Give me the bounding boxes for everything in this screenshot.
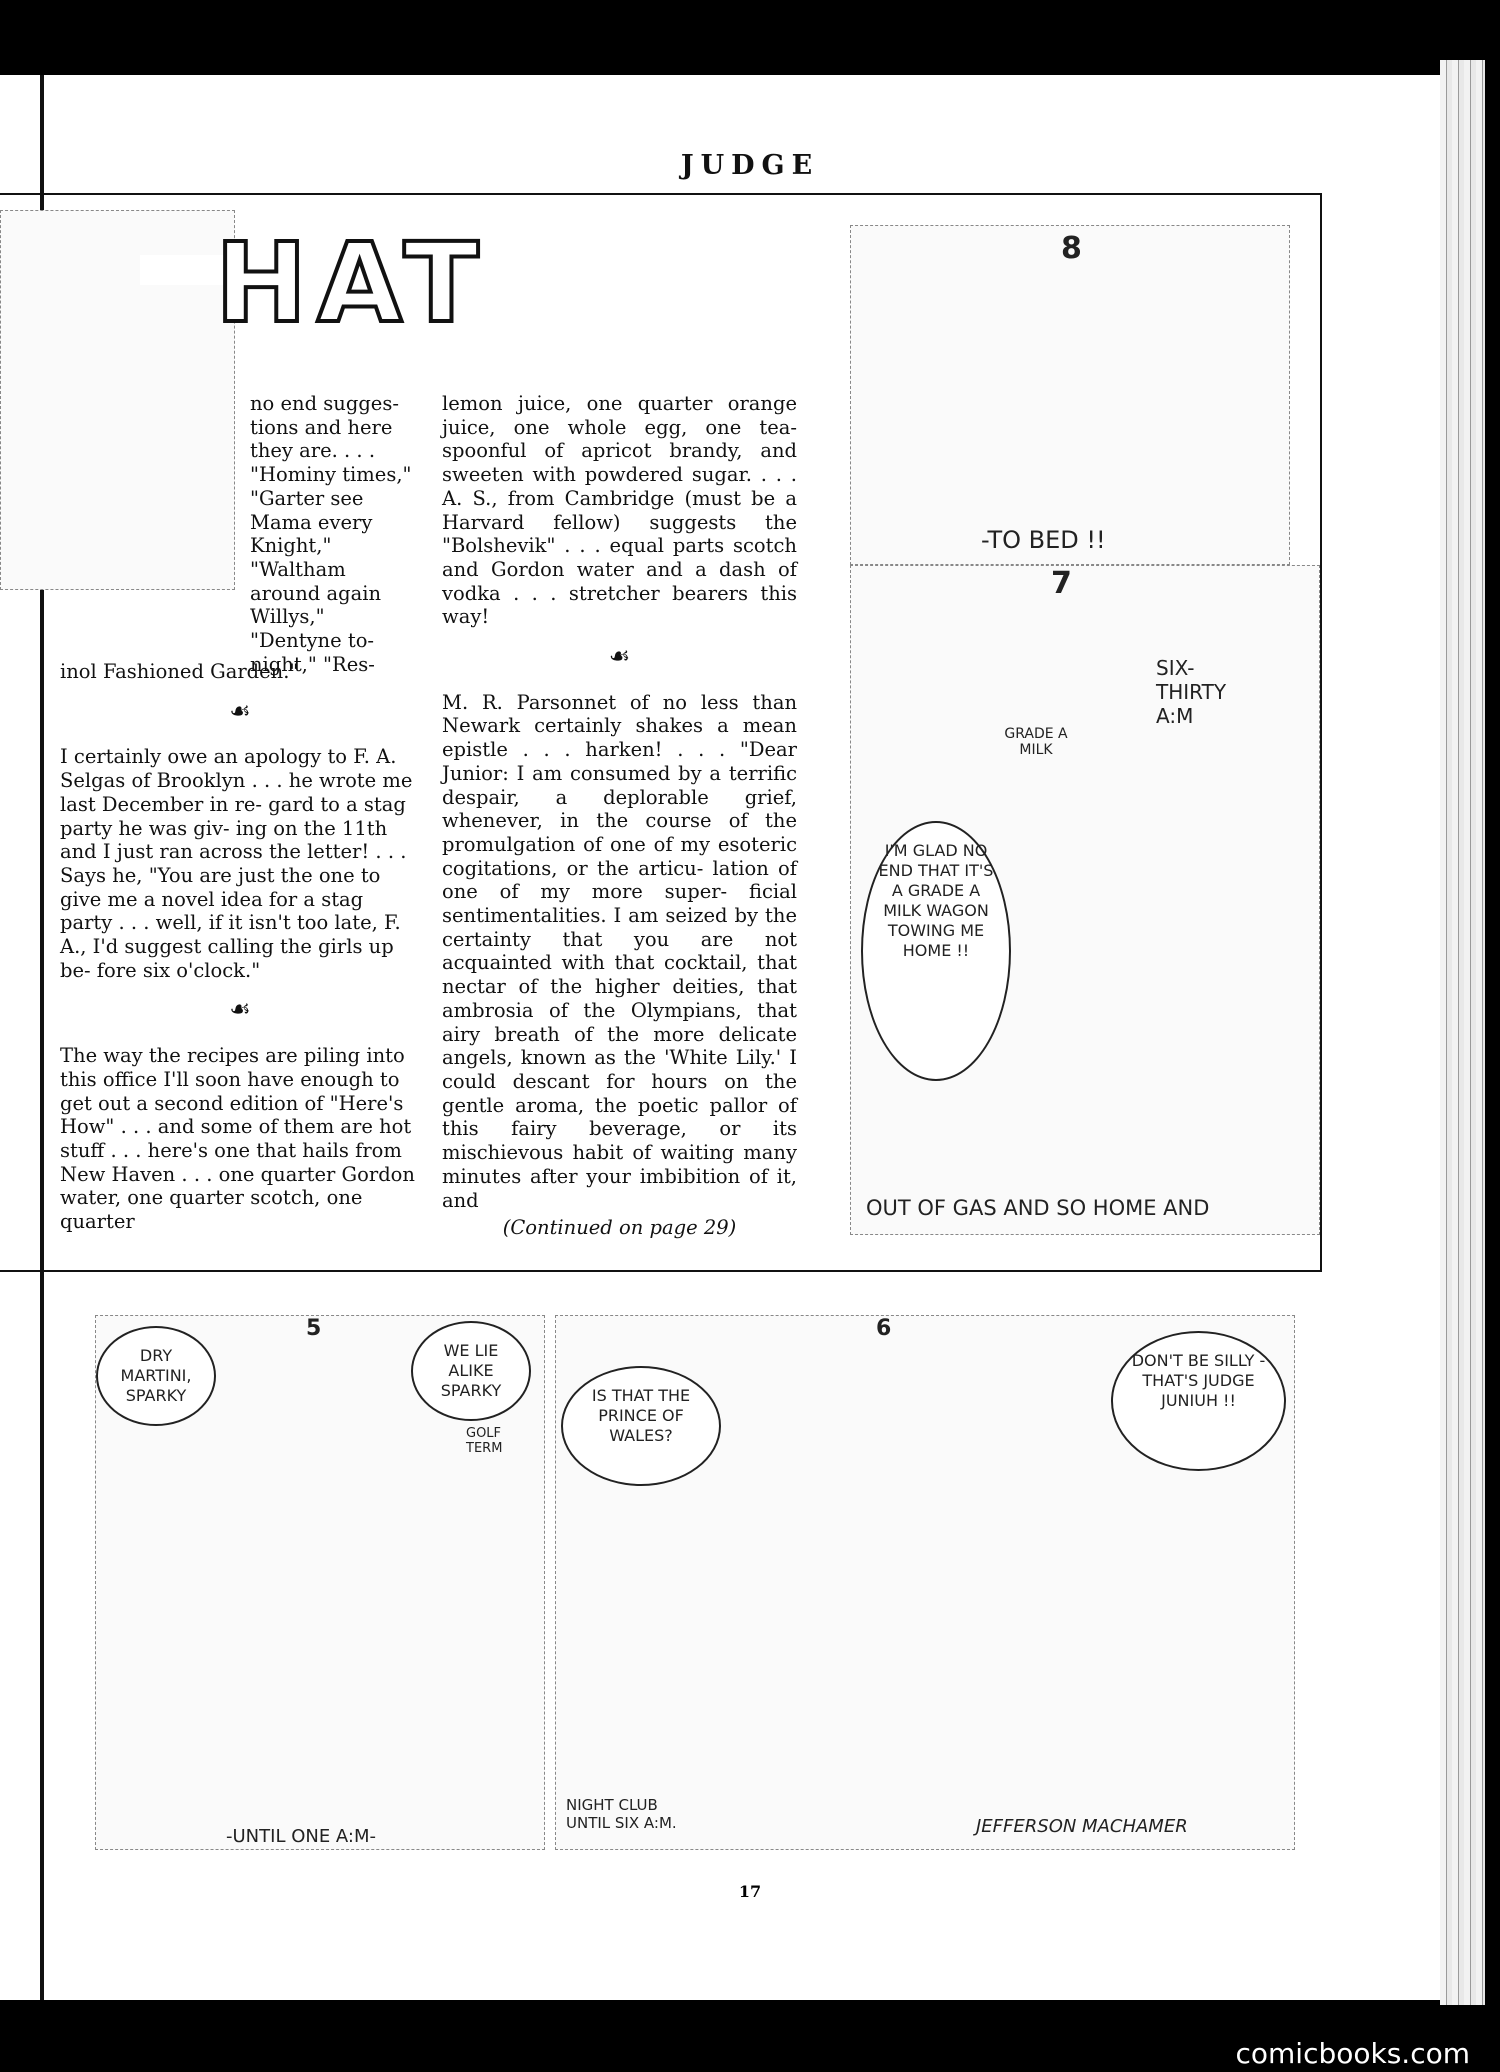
panel-caption: NIGHT CLUB UNTIL SIX A:M. xyxy=(566,1796,677,1832)
intro-column xyxy=(250,392,415,680)
paragraph-selgas: I certainly owe an apology to F. A. Selgas of Brooklyn . . . he wrote me last December in re- gard to a stag party he was giv- ing on the 11th and I just ran across the letter! . . . Says he, "You are just the one to give me a novel idea for a stag party . . . well, if it isn't too late, F. A., I'd suggest calling the girls up be- fore six o'clock." xyxy=(60,745,413,982)
panel-number: 7 xyxy=(1051,566,1072,601)
artist-signature: JEFFERSON MACHAMER xyxy=(976,1816,1188,1837)
feature-title: HAT xyxy=(215,219,489,347)
speech-bubble-left: DRY MARTINI, SPARKY xyxy=(96,1326,216,1426)
running-head: JUDGE xyxy=(680,150,820,181)
paragraph-parsonnet: M. R. Parsonnet of no less than Newark certainly shakes a mean epistle . . . harken! . . . "Dear Junior: I am consumed by a terrific despair, a deplorable grief, whenever, in the course of the promulgation of one of my esoteric cogitations, or the articu- lation of one of my more super- ficial sentimentalities. I am seized by the certainty that you are not acquainted with that cocktail, that nectar of the higher deities, that ambrosia of the Olympians, that airy breath of the more delicate angels, known as the 'White Lily.' I could descant for hours on the gentle aroma, the poetic pallor of this fairy beverage, or its mischievous habit of waiting many minutes after your imbibition of it, and xyxy=(442,690,797,1212)
ornament-icon: ☙ xyxy=(608,642,631,671)
speech-bubble-left: IS THAT THE PRINCE OF WALES? xyxy=(561,1366,721,1486)
panel-caption: -TO BED !! xyxy=(981,526,1106,554)
cartoon-panel-6 xyxy=(555,1315,1295,1850)
golf-term-note: GOLF TERM xyxy=(466,1426,503,1456)
ornament-icon: ☙ xyxy=(229,995,251,1024)
site-watermark: comicbooks.com xyxy=(1235,2037,1470,2070)
text-column-2 xyxy=(442,392,797,1244)
intro-text-end: inol Fashioned Garden." xyxy=(60,660,299,683)
intro-end xyxy=(60,660,420,1238)
ornament-icon: ☙ xyxy=(229,696,251,725)
speech-bubble-right: DON'T BE SILLY - THAT'S JUDGE JUNIUH !! xyxy=(1111,1331,1286,1471)
page-edges xyxy=(1440,60,1485,2005)
cartoon-panel-8 xyxy=(850,225,1290,565)
panel-number: 5 xyxy=(306,1316,322,1341)
continued-note: (Continued on page 29) xyxy=(502,1216,737,1240)
paragraph-recipes-cont: lemon juice, one quarter orange juice, one whole egg, one tea- spoonful of apricot brandy, and sweeten with powdered sugar. . . . A. S., from Cambridge (must be a Harvard fellow) suggests the "Bolshevik" . . . equal parts scotch and Gordon water and a dash of vodka . . . stretcher bearers this way! xyxy=(442,392,797,629)
cartoon-panel-7 xyxy=(850,565,1320,1235)
speech-bubble: I'M GLAD NO END THAT IT'S A GRADE A MILK WAGON TOWING ME HOME !! xyxy=(861,821,1011,1081)
panel-caption: -UNTIL ONE A:M- xyxy=(226,1826,377,1847)
panel-number: 8 xyxy=(1061,231,1082,266)
intro-text: no end sugges- tions and here they are. . . . "Hominy times," "Garter see Mama every Knight," "Waltham around again Willys," "Dentyne to- night," "Res- xyxy=(250,392,412,676)
panel-number: 6 xyxy=(876,1316,892,1341)
paragraph-recipes: The way the recipes are piling into this office I'll soon have enough to get out a second edition of "Here's How" . . . and some of them are hot stuff . . . here's one that hails from New Haven . . . one quarter Gordon water, one quarter scotch, one quarter xyxy=(60,1044,415,1234)
cartoon-panel-5 xyxy=(95,1315,545,1850)
speech-bubble-right: WE LIE ALIKE SPARKY xyxy=(411,1321,531,1421)
panel-caption: OUT OF GAS AND SO HOME AND xyxy=(866,1196,1210,1220)
time-label: SIX- THIRTY A:M xyxy=(1156,656,1227,728)
page-number: 17 xyxy=(738,1882,762,1901)
milk-sign: GRADE A MILK xyxy=(1004,726,1068,758)
